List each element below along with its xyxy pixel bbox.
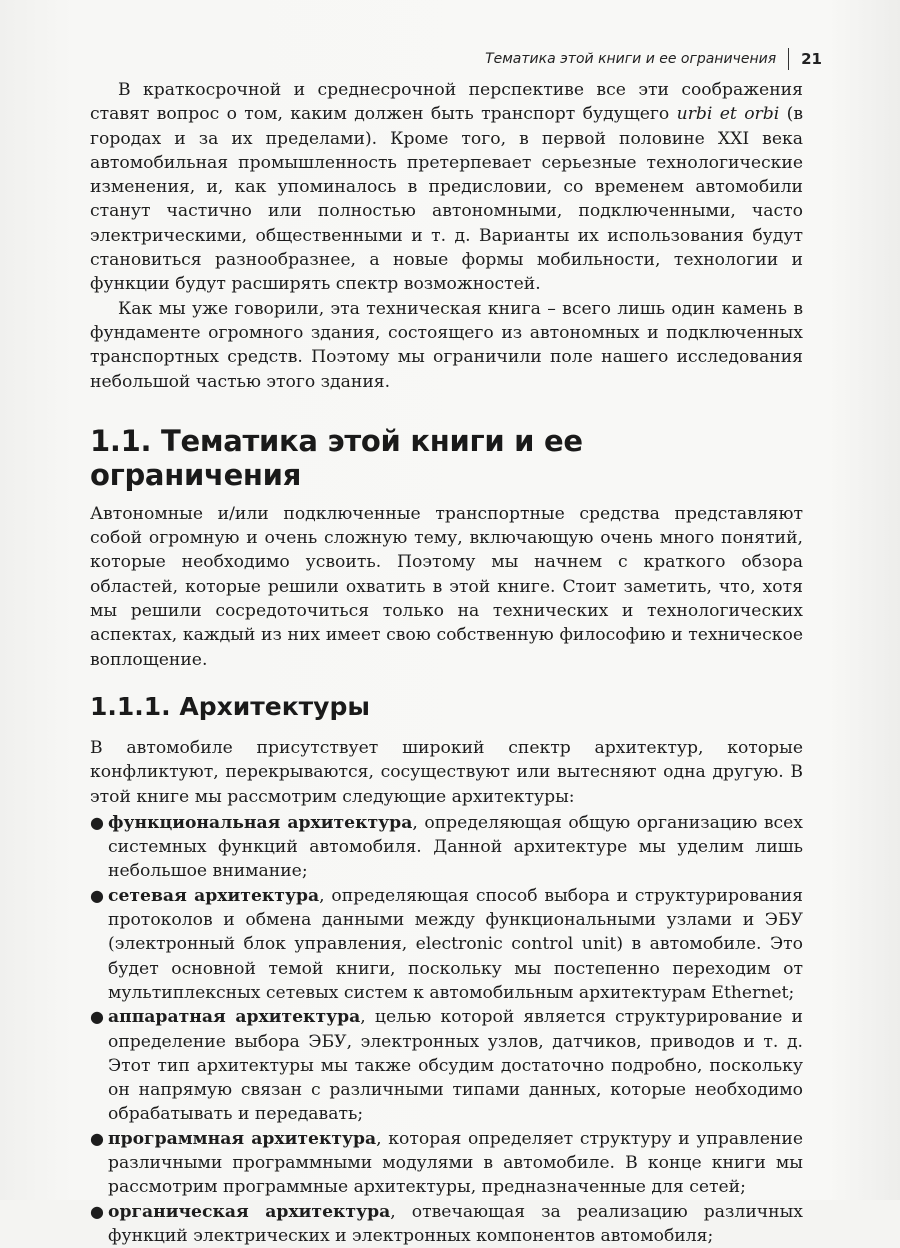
list-item-text: , целью которой является структурирование и определение выбора ЭБУ, электронных узлов, датчиков, приводов и т. д. Этот тип архитектуры мы также обсудим достаточно подробно, поскольку он напрямую связан с различными типами данных, которые необходимо обрабатывать и передавать; (108, 1007, 804, 1125)
subsection-heading: 1.1.1. Архитектуры (90, 691, 370, 721)
intro-paragraph-1: В краткосрочной и среднесрочной перспективе все эти соображения ставят вопрос о том, каким должен быть транспорт будущего urbi et orbi (в городах и за их пределами). Кроме того, в первой половине XXI века автомобильная промышленность претерпевает серьезные технологические изменения, и, как упоминалось в предисловии, со временем автомобили станут частично или полностью автономными, подключенными, часто электрическими, общественными и т. д. Варианты их использования будут становиться разнообразнее, а новые формы мобильности, технологии и функции будут расширять спектр возможностей. (90, 80, 803, 295)
list-item (90, 884, 803, 1005)
latin-phrase: urbi et orbi (676, 104, 780, 125)
list-item-text: , определяющая способ выбора и структурирования протоколов и обмена данными между функциональными узлами и ЭБУ (электронный блок управления, electronic control unit) в автомобиле. Это будет основной темой книги, поскольку мы постепенно переходим от мультиплексных сетевых систем к автомобильным архитектурам Ethernet; (108, 885, 803, 1003)
list-item (90, 1127, 803, 1200)
header-separator (788, 48, 789, 70)
list-item-term: программная архитектура (108, 1128, 377, 1149)
subsection-intro: В автомобиле присутствует широкий спектр архитектур, которые конфликтуют, перекрываются, сосуществуют или вытесняют одна другую. В этой книге мы рассмотрим следующие архитектуры: (90, 737, 803, 807)
list-item-text: , которая определяет структуру и управление различными программными модулями в автомобиле. В конце книги мы рассмотрим программные архитектуры, предназначенные для сетей; (108, 1128, 804, 1198)
list-item (90, 1200, 803, 1248)
list-item-term: функциональная архитектура (108, 812, 413, 833)
list-item-term: органическая архитектура (108, 1201, 391, 1222)
list-item-term: аппаратная архитектура (108, 1007, 361, 1028)
page-body (90, 78, 803, 1248)
running-title: Тематика этой книги и ее ограничения (485, 51, 777, 67)
section-heading: 1.1. Тематика этой книги и ее ограничения (90, 423, 583, 492)
bullet-icon: ● (90, 1201, 104, 1221)
list-item (90, 1005, 803, 1126)
list-item-term: сетевая архитектура (108, 885, 320, 906)
running-header (90, 48, 822, 70)
list-item-text: , отвечающая за реализацию различных функций электрических и электронных компонентов автомобиля; (108, 1201, 803, 1246)
bullet-icon: ● (90, 812, 104, 832)
bullet-icon: ● (90, 1128, 104, 1148)
page-number: 21 (801, 50, 822, 68)
bullet-icon: ● (90, 1007, 104, 1027)
list-item (90, 811, 803, 884)
bullet-icon: ● (90, 885, 104, 905)
list-item-text: , определяющая общую организацию всех системных функций автомобиля. Данной архитектуре мы уделим лишь небольшое внимание; (108, 812, 803, 882)
intro-paragraph-2: Как мы уже говорили, эта техническая книга – всего лишь один камень в фундаменте огромного здания, состоящего из автономных и подключенных транспортных средств. Поэтому мы ограничили поле нашего исследования небольшой частью этого здания. (90, 298, 803, 392)
architecture-list (90, 811, 803, 1248)
section-paragraph: Автономные и/или подключенные транспортные средства представляют собой огромную и очень сложную тему, включающую очень много понятий, которые необходимо усвоить. Поэтому мы начнем с краткого обзора областей, которые решили охватить в этой книге. Стоит заметить, что, хотя мы решили сосредоточиться только на технических и технологических аспектах, каждый из них имеет свою собственную философию и техническое воплощение. (90, 503, 803, 670)
